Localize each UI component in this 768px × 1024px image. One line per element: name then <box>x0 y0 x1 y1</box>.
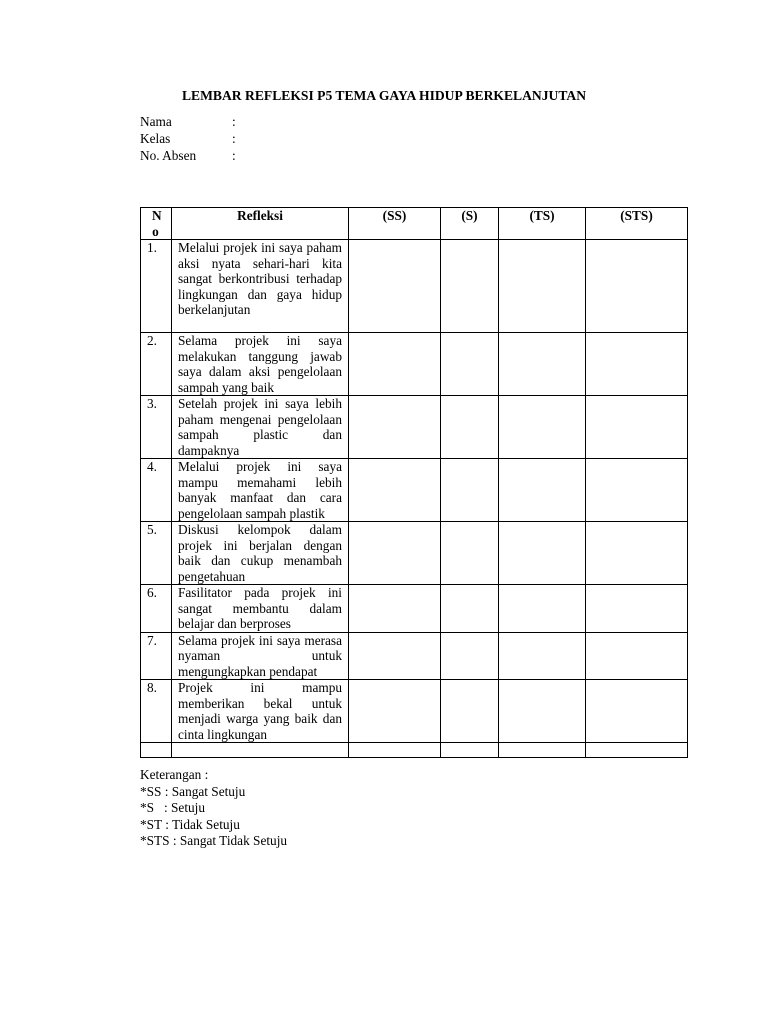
empty-cell[interactable] <box>441 743 499 758</box>
table-row <box>141 240 688 333</box>
answer-cell-sts[interactable] <box>586 396 688 459</box>
answer-cell-s[interactable] <box>441 459 499 522</box>
table-row-empty <box>141 743 688 758</box>
answer-cell-ss[interactable] <box>349 240 441 333</box>
answer-cell-ts[interactable] <box>499 522 586 585</box>
table-row <box>141 396 688 459</box>
empty-cell[interactable] <box>499 743 586 758</box>
answer-cell-ss[interactable] <box>349 333 441 396</box>
legend-heading: Keterangan : <box>140 767 209 782</box>
row-number: 8. <box>141 680 172 743</box>
answer-cell-s[interactable] <box>441 680 499 743</box>
table-row <box>141 585 688 633</box>
row-number: 2. <box>141 333 172 396</box>
header-ss: (SS) <box>349 208 441 240</box>
answer-cell-sts[interactable] <box>586 585 688 633</box>
document-title: LEMBAR REFLEKSI P5 TEMA GAYA HIDUP BERKELANJUTAN <box>181 88 587 103</box>
answer-cell-s[interactable] <box>441 333 499 396</box>
identity-row-name <box>140 113 236 130</box>
empty-cell[interactable] <box>141 743 172 758</box>
answer-cell-s[interactable] <box>441 585 499 633</box>
legend-item-st: *ST : Tidak Setuju <box>140 816 240 832</box>
row-number: 5. <box>141 522 172 585</box>
answer-cell-ts[interactable] <box>499 396 586 459</box>
reflection-statement <box>172 585 349 633</box>
reflection-statement <box>172 396 349 459</box>
answer-cell-sts[interactable] <box>586 632 688 680</box>
answer-cell-ss[interactable] <box>349 680 441 743</box>
answer-cell-sts[interactable] <box>586 240 688 333</box>
statement-text: Diskusi kelompok dalam projek ini berjalan dengan baik dan cukup menambah pengetahuan <box>178 522 342 584</box>
answer-cell-sts[interactable] <box>586 459 688 522</box>
empty-cell[interactable] <box>172 743 349 758</box>
answer-cell-s[interactable] <box>441 240 499 333</box>
header-sts: (STS) <box>586 208 688 240</box>
reflection-statement <box>172 632 349 680</box>
statement-text: Selama projek ini saya merasa nyaman untuk mengungkapkan pendapat <box>178 632 342 679</box>
table-row <box>141 459 688 522</box>
reflection-statement <box>172 680 349 743</box>
legend-block <box>140 767 287 850</box>
answer-cell-s[interactable] <box>441 522 499 585</box>
absen-colon: : <box>232 148 236 163</box>
answer-cell-ss[interactable] <box>349 396 441 459</box>
reflection-statement <box>172 333 349 396</box>
header-ts: (TS) <box>499 208 586 240</box>
student-identity-block <box>140 113 236 164</box>
header-refleksi: Refleksi <box>172 208 349 240</box>
empty-cell[interactable] <box>586 743 688 758</box>
answer-cell-ts[interactable] <box>499 333 586 396</box>
class-colon: : <box>232 131 236 146</box>
legend-item-s: *S : Setuju <box>140 800 206 816</box>
statement-text: Fasilitator pada projek ini sangat membantu dalam belajar dan berproses <box>178 585 342 631</box>
legend-item-sts: *STS : Sangat Tidak Setuju <box>140 833 288 849</box>
row-number: 1. <box>141 240 172 333</box>
table-row <box>141 333 688 396</box>
reflection-statement <box>172 522 349 585</box>
row-number: 3. <box>141 396 172 459</box>
answer-cell-ts[interactable] <box>499 632 586 680</box>
empty-cell[interactable] <box>349 743 441 758</box>
statement-text: Setelah projek ini saya lebih paham mengenai pengelolaan sampah plastic dan dampaknya <box>178 396 342 458</box>
table-row <box>141 632 688 680</box>
answer-cell-s[interactable] <box>441 632 499 680</box>
table-row <box>141 680 688 743</box>
statement-text: Selama projek ini saya melakukan tanggung jawab saya dalam aksi pengelolaan sampah yang baik <box>178 333 342 395</box>
reflection-statement <box>172 459 349 522</box>
statement-text: Melalui projek ini saya paham aksi nyata sehari-hari kita sangat berkontribusi terhadap lingkungan dan gaya hidup berkelanjutan <box>178 240 342 317</box>
answer-cell-ts[interactable] <box>499 680 586 743</box>
name-label: Nama <box>140 114 172 129</box>
reflection-table <box>140 207 688 758</box>
answer-cell-s[interactable] <box>441 396 499 459</box>
answer-cell-sts[interactable] <box>586 333 688 396</box>
row-number: 7. <box>141 632 172 680</box>
legend-item-ss: *SS : Sangat Setuju <box>140 783 246 799</box>
answer-cell-sts[interactable] <box>586 522 688 585</box>
absen-label: No. Absen <box>140 148 197 163</box>
row-number: 6. <box>141 585 172 633</box>
answer-cell-ts[interactable] <box>499 585 586 633</box>
header-s: (S) <box>441 208 499 240</box>
header-no: No <box>141 208 172 240</box>
row-number: 4. <box>141 459 172 522</box>
answer-cell-ss[interactable] <box>349 522 441 585</box>
table-header-row <box>141 208 688 240</box>
answer-cell-ts[interactable] <box>499 459 586 522</box>
identity-row-class <box>140 130 236 147</box>
statement-text: Projek ini mampu memberikan bekal untuk menjadi warga yang baik dan cinta lingkungan <box>178 680 342 742</box>
class-label: Kelas <box>140 131 171 146</box>
reflection-statement <box>172 240 349 333</box>
identity-row-absen <box>140 147 236 164</box>
answer-cell-ss[interactable] <box>349 585 441 633</box>
answer-cell-ss[interactable] <box>349 459 441 522</box>
answer-cell-sts[interactable] <box>586 680 688 743</box>
answer-cell-ss[interactable] <box>349 632 441 680</box>
statement-text: Melalui projek ini saya mampu memahami lebih banyak manfaat dan cara pengelolaan sampah plastik <box>178 459 342 521</box>
name-colon: : <box>232 114 236 129</box>
table-row <box>141 522 688 585</box>
answer-cell-ts[interactable] <box>499 240 586 333</box>
